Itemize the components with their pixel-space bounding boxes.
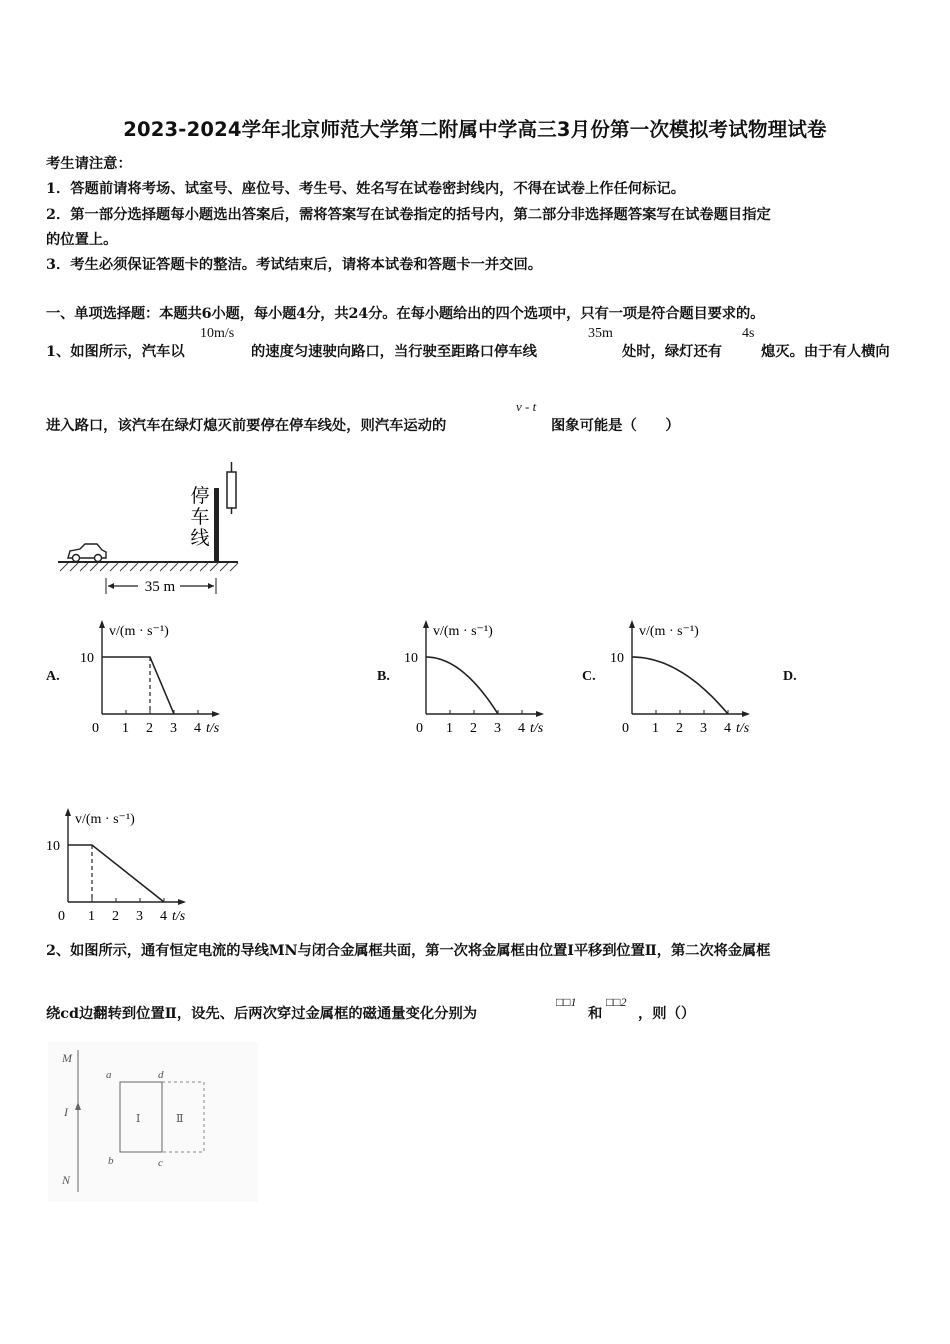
x-tick-label: 4 <box>194 721 201 736</box>
graph-c <box>606 617 776 737</box>
notice-item: 的位置上。 <box>46 232 118 248</box>
y-axis-label: v/(m · s⁻¹) <box>639 624 699 639</box>
x-tick-label: 4 <box>724 721 731 736</box>
stop-line-label: 停车线 <box>190 486 210 549</box>
x-tick-label: 0 <box>622 721 629 736</box>
y-axis-arrow <box>65 808 71 816</box>
x-tick-label: 2 <box>112 909 119 924</box>
graph-a <box>76 617 246 737</box>
x-axis-label: t/s <box>172 909 186 924</box>
label-m: M <box>62 1051 72 1065</box>
y-tick-label: 10 <box>80 651 94 666</box>
q1-text-part2: 的速度匀速驶向路口，当行驶至距路口停车线 <box>251 344 537 360</box>
x-axis-label: t/s <box>736 721 750 736</box>
y-axis-label: v/(m · s⁻¹) <box>109 624 169 639</box>
q1-text-line2-end: 图象可能是（ ） <box>551 418 680 434</box>
q2-text-line1: 2、如图所示，通有恒定电流的导线MN与闭合金属框共面，第一次将金属框由位置Ⅰ平移到位置Ⅱ，第二次将金属框 <box>46 943 771 959</box>
q1-text-part4: 熄灭。由于有人横向 <box>761 344 890 360</box>
notice-heading: 考生请注意： <box>46 156 132 172</box>
graph-d <box>42 805 212 925</box>
q2-phi2: □□2 <box>606 995 627 1009</box>
label-d: d <box>158 1069 164 1081</box>
data-line <box>426 657 498 714</box>
x-axis-label: t/s <box>530 721 544 736</box>
x-tick-label: 3 <box>494 721 501 736</box>
label-c: c <box>158 1157 163 1169</box>
notice-item: 2．第一部分选择题每小题选出答案后，需将答案写在试卷指定的括号内，第二部分非选择题答案写在试卷题目指定 <box>46 207 771 223</box>
data-line <box>68 845 164 902</box>
label-pos2: Ⅱ <box>176 1113 184 1125</box>
q1-time-value: 4s <box>742 326 755 341</box>
q2-phi1: □□1 <box>556 995 577 1009</box>
option-c-label[interactable]: C. <box>582 669 596 684</box>
x-tick-label: 2 <box>146 721 153 736</box>
q1-distance-value: 35m <box>588 326 613 341</box>
x-axis-arrow <box>742 711 750 717</box>
x-tick-label: 1 <box>88 909 95 924</box>
y-axis-arrow <box>423 620 429 628</box>
x-tick-label: 4 <box>160 909 167 924</box>
y-tick-label: 10 <box>46 839 60 854</box>
x-tick-label: 1 <box>446 721 453 736</box>
y-axis-arrow <box>99 620 105 628</box>
y-tick-label: 10 <box>610 651 624 666</box>
x-tick-label: 3 <box>136 909 143 924</box>
x-tick-label: 2 <box>676 721 683 736</box>
q2-frame-figure <box>48 1042 258 1202</box>
x-tick-label: 2 <box>470 721 477 736</box>
q2-text-line2: 绕cd边翻转到位置Ⅱ，设先、后两次穿过金属框的磁通量变化分别为 <box>46 1006 478 1022</box>
option-a-label[interactable]: A. <box>46 669 60 684</box>
graph-b <box>400 617 570 737</box>
x-axis-arrow <box>536 711 544 717</box>
label-a: a <box>106 1069 112 1081</box>
x-tick-label: 1 <box>122 721 129 736</box>
x-tick-label: 0 <box>416 721 423 736</box>
data-line <box>632 657 728 714</box>
page-title: 2023-2024学年北京师范大学第二附属中学高三3月份第一次模拟考试物理试卷 <box>123 118 827 141</box>
option-b-label[interactable]: B. <box>377 669 390 684</box>
x-axis-arrow <box>178 899 186 905</box>
y-axis-label: v/(m · s⁻¹) <box>75 812 135 827</box>
q2-text-line2-end: ，则（） <box>638 1006 696 1022</box>
q2-and: 和 <box>588 1006 603 1022</box>
x-tick-label: 0 <box>58 909 65 924</box>
x-tick-label: 4 <box>518 721 525 736</box>
x-axis-arrow <box>212 711 220 717</box>
label-i: I <box>64 1105 68 1119</box>
q1-speed-value: 10m/s <box>200 326 235 341</box>
q1-text-part1: 1、如图所示，汽车以 <box>46 344 185 360</box>
data-line <box>102 657 174 714</box>
label-b: b <box>108 1155 114 1167</box>
distance-label: 35 m <box>144 579 176 595</box>
car-icon <box>68 544 106 562</box>
x-tick-label: 0 <box>92 721 99 736</box>
option-d-label[interactable]: D. <box>783 669 797 684</box>
x-axis-label: t/s <box>206 721 220 736</box>
notice-item: 1．答题前请将考场、试室号、座位号、考生号、姓名写在试卷密封线内，不得在试卷上作任何标记。 <box>46 181 686 197</box>
label-n: N <box>62 1173 71 1187</box>
label-pos1: Ⅰ <box>136 1113 141 1125</box>
y-axis-label: v/(m · s⁻¹) <box>433 624 493 639</box>
x-tick-label: 1 <box>652 721 659 736</box>
q1-text-line2: 进入路口，该汽车在绿灯熄灭前要停在停车线处，则汽车运动的 <box>46 418 447 434</box>
y-axis-arrow <box>629 620 635 628</box>
x-tick-label: 3 <box>170 721 177 736</box>
x-tick-label: 3 <box>700 721 707 736</box>
q1-text-part3: 处时，绿灯还有 <box>622 344 723 360</box>
y-tick-label: 10 <box>404 651 418 666</box>
section-heading: 一、单项选择题：本题共6小题，每小题4分，共24分。在每小题给出的四个选项中，只有一项是符合题目要求的。 <box>46 306 765 322</box>
notice-item: 3．考生必须保证答题卡的整洁。考试结束后，请将本试卷和答题卡一并交回。 <box>46 257 543 273</box>
q1-road-figure <box>50 458 250 603</box>
q1-vt-label: v - t <box>516 399 537 414</box>
